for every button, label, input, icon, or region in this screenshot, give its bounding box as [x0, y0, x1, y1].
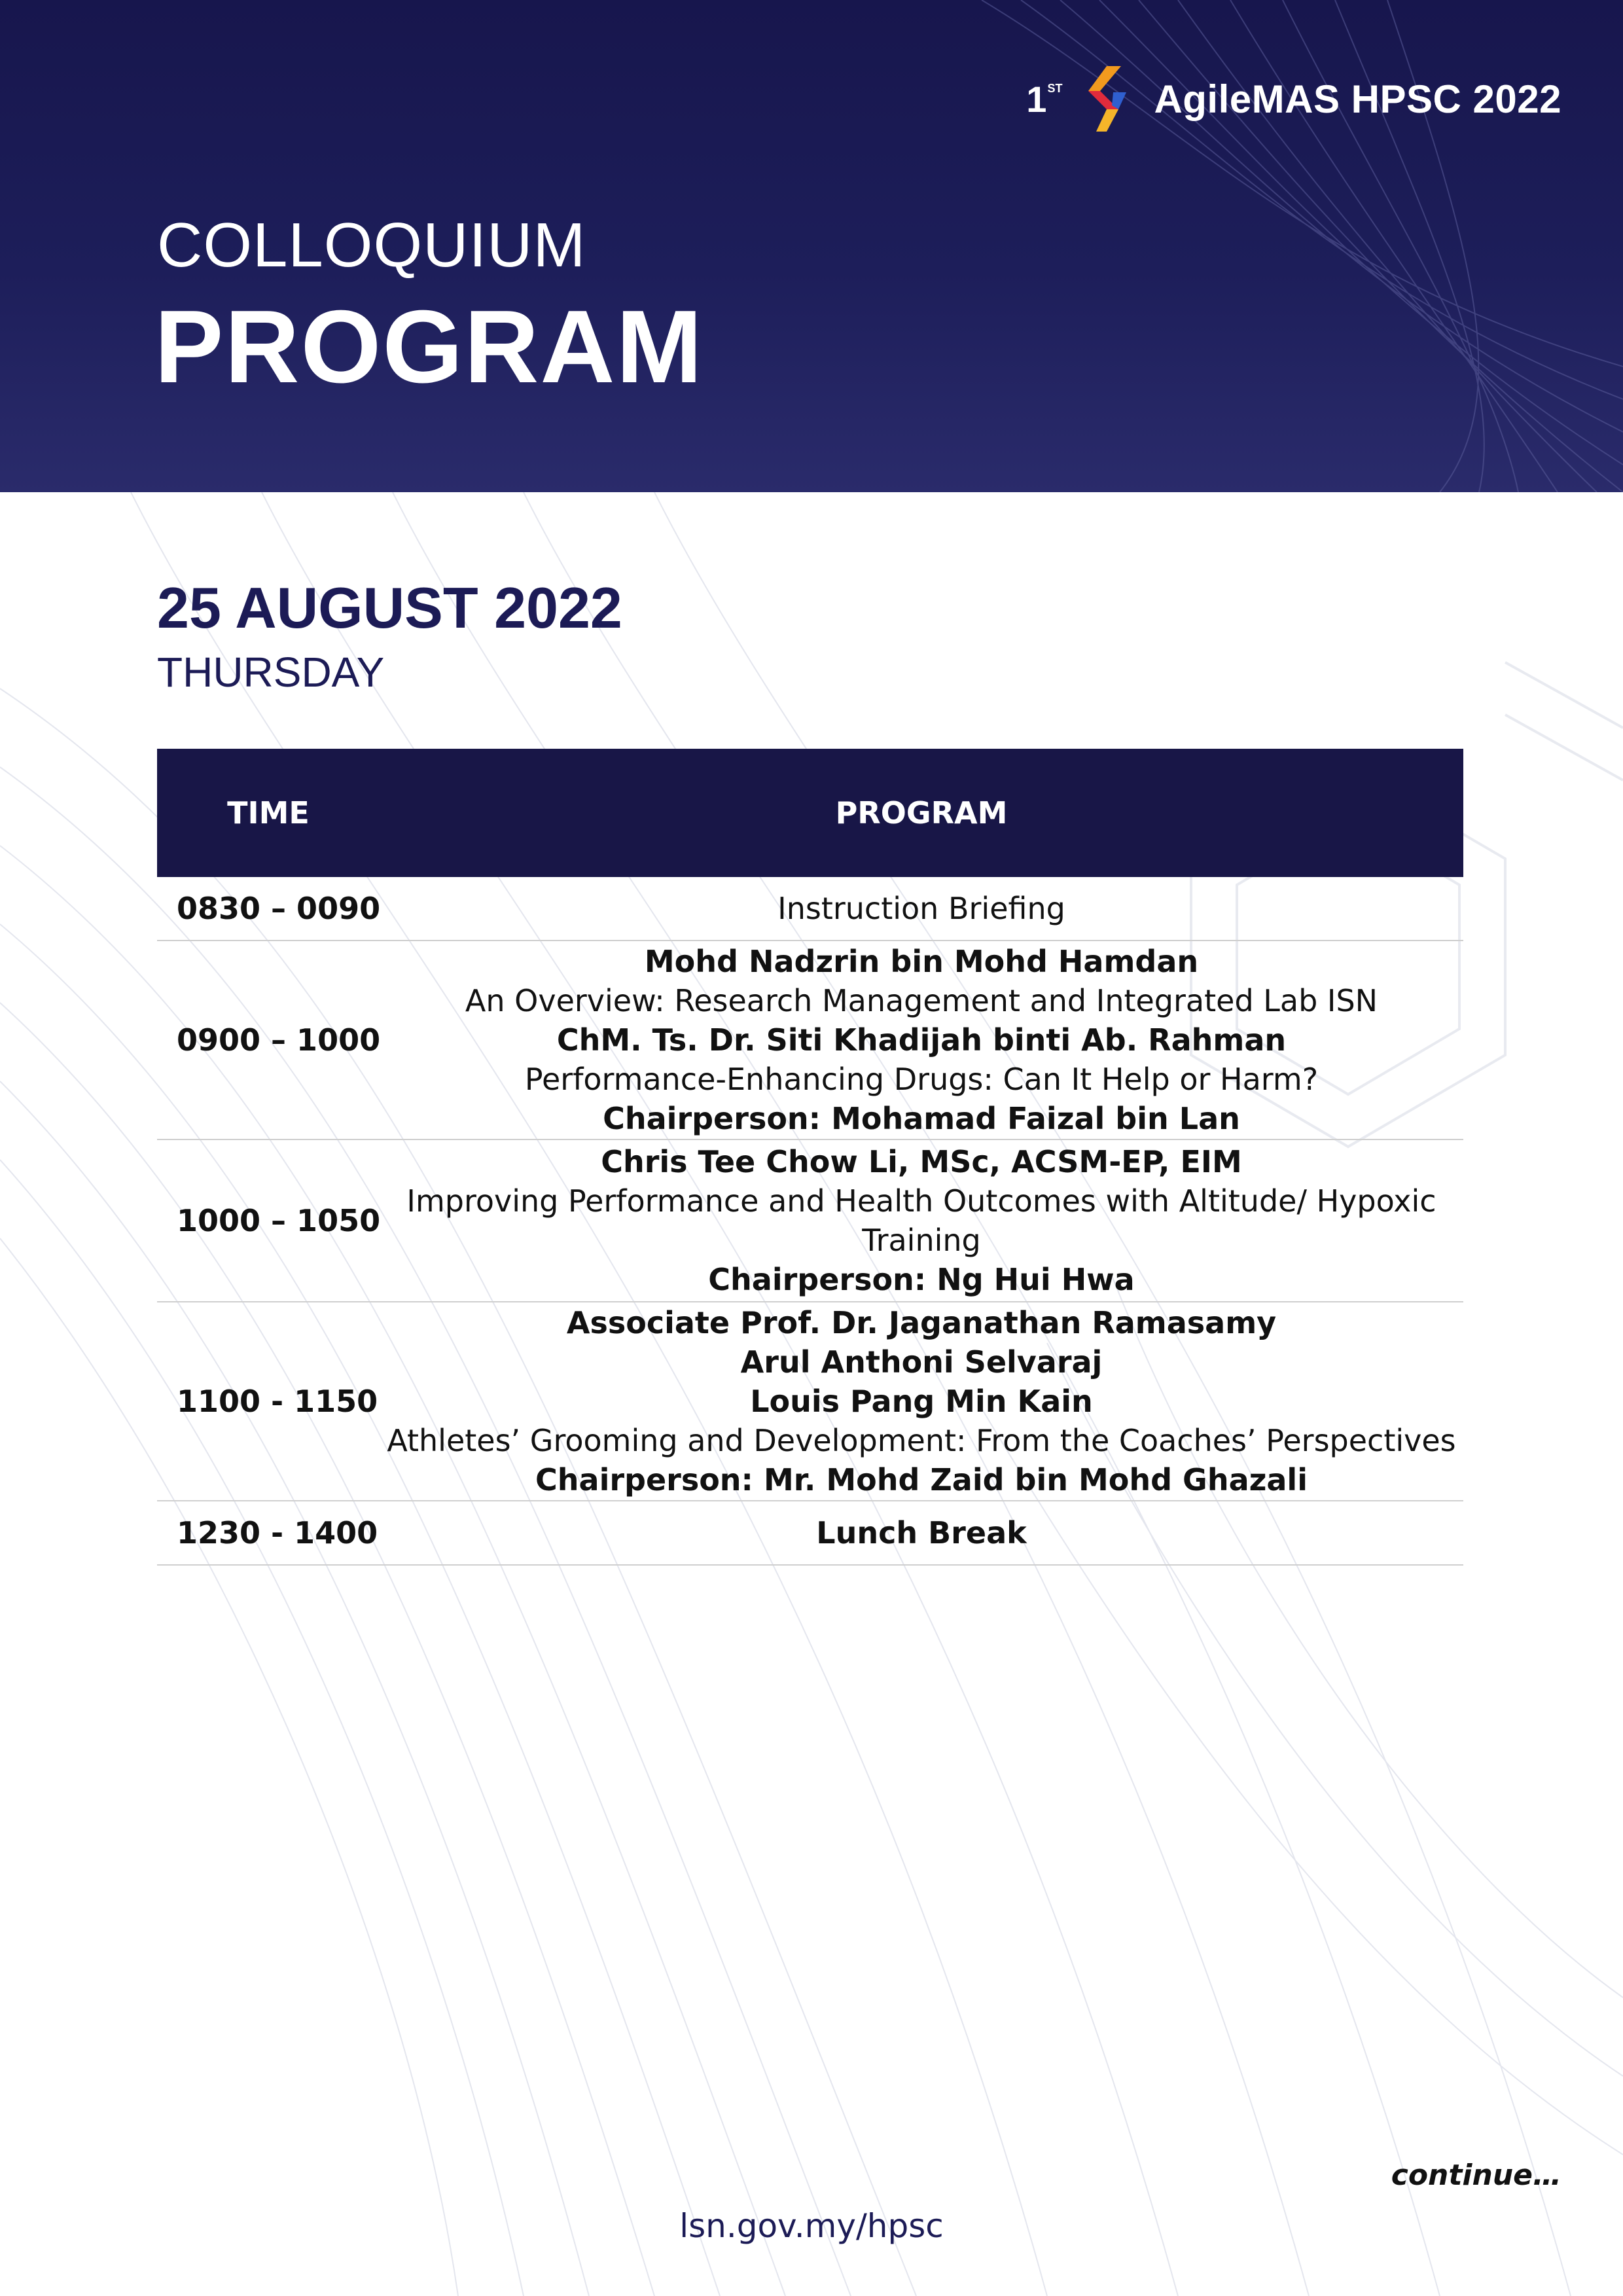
program-speaker-line: Louis Pang Min Kain	[750, 1384, 1093, 1419]
row-time: 0900 – 1000	[177, 1022, 381, 1058]
program-date: 25 AUGUST 2022	[157, 575, 622, 640]
table-body	[157, 877, 1463, 1566]
program-topic-line: Athletes’ Grooming and Development: From the Coaches’ Perspectives	[387, 1423, 1456, 1458]
program-speaker-line: Associate Prof. Dr. Jaganathan Ramasamy	[566, 1305, 1277, 1340]
program-speaker-line: ChM. Ts. Dr. Siti Khadijah binti Ab. Rahman	[556, 1022, 1287, 1058]
table-row	[157, 941, 1463, 1140]
program-speaker-line: Chairperson: Mohamad Faizal bin Lan	[603, 1101, 1240, 1136]
page-title: PROGRAM	[154, 289, 704, 404]
program-topic-line: Instruction Briefing	[777, 891, 1065, 926]
row-time: 1000 – 1050	[177, 1203, 381, 1238]
continue-label: continue…	[1391, 2159, 1561, 2192]
table-row	[157, 1302, 1463, 1501]
table-header	[157, 749, 1463, 877]
column-header-time: TIME	[227, 795, 310, 831]
logo-text: AgileMAS HPSC 2022	[1154, 77, 1561, 121]
program-speaker-line: Chairperson: Mr. Mohd Zaid bin Mohd Ghazali	[535, 1462, 1308, 1498]
row-program	[380, 1513, 1463, 1552]
program-topic-line: Performance-Enhancing Drugs: Can It Help or Harm?	[524, 1062, 1319, 1097]
row-time: 1230 - 1400	[177, 1515, 378, 1551]
program-topic-line: An Overview: Research Management and Integrated Lab ISN	[465, 983, 1378, 1018]
program-topic-line: Training	[862, 1223, 981, 1258]
program-table	[157, 749, 1463, 1566]
table-row	[157, 1140, 1463, 1302]
program-speaker-line: Chris Tee Chow Li, MSc, ACSM-EP, EIM	[601, 1144, 1242, 1179]
event-logo	[1026, 63, 1561, 135]
row-program	[380, 1303, 1463, 1499]
program-speaker-line: Lunch Break	[816, 1515, 1027, 1551]
row-program	[380, 942, 1463, 1138]
program-speaker-line: Chairperson: Ng Hui Hwa	[708, 1262, 1135, 1297]
row-program	[380, 1142, 1463, 1299]
table-row	[157, 877, 1463, 941]
logo-mark-icon	[1080, 66, 1137, 132]
footer-url: lsn.gov.my/hpsc	[679, 2207, 944, 2245]
row-program	[380, 889, 1463, 928]
column-header-program: PROGRAM	[835, 795, 1008, 831]
row-time: 1100 - 1150	[177, 1384, 378, 1419]
program-speaker-line: Arul Anthoni Selvaraj	[740, 1344, 1103, 1380]
page-subtitle: COLLOQUIUM	[157, 210, 586, 280]
program-topic-line: Improving Performance and Health Outcomes with Altitude/ Hypoxic	[406, 1183, 1436, 1219]
logo-edition: 1 ST	[1026, 78, 1063, 120]
program-speaker-line: Mohd Nadzrin bin Mohd Hamdan	[644, 944, 1199, 979]
program-day: THURSDAY	[157, 649, 385, 696]
table-row	[157, 1501, 1463, 1566]
row-time: 0830 – 0090	[177, 891, 381, 926]
header-banner	[0, 0, 1623, 492]
